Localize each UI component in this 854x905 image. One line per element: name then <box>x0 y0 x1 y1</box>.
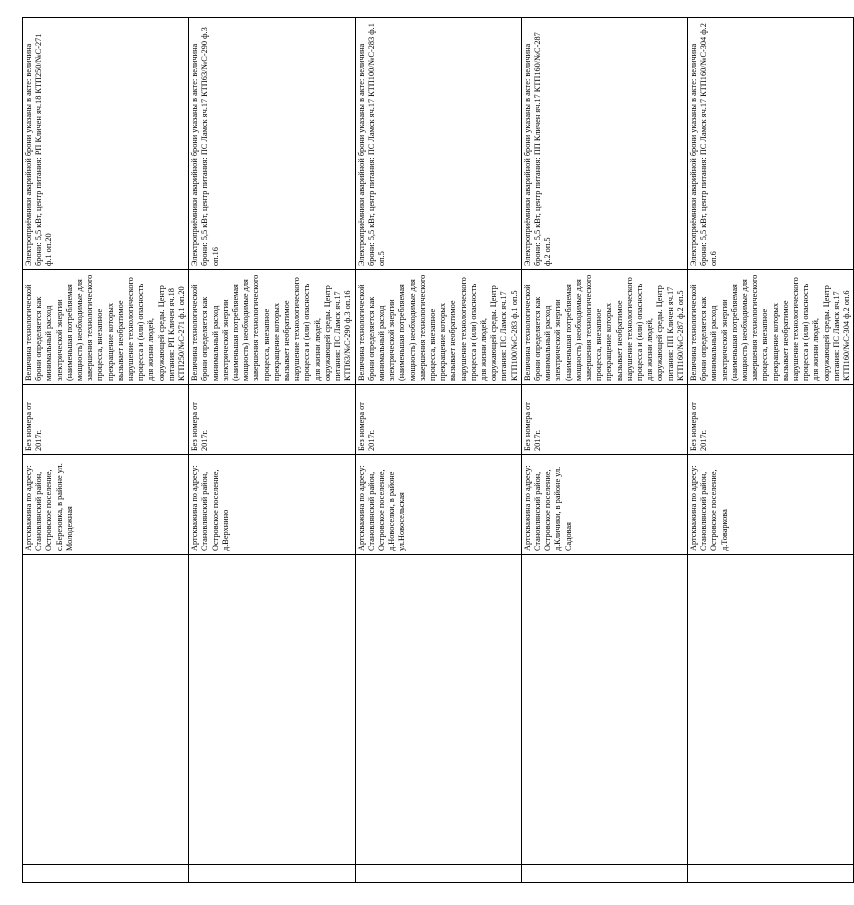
location-cell: Артскважина по адресу: Становлянский район, Островское поселение, д.Товаркова <box>688 455 854 555</box>
table-row <box>355 18 521 883</box>
emergency-reserve-cell: Электроприёмники аварийной брони указаны в акте: величина брони: 5,5 кВт, центр питания: ПС Ламск яч.17 КТП100/№С-283 ф.1 оп.5 <box>355 18 521 270</box>
location-cell: Артскважина по адресу: Становлянский район, Островское поселение, с.Березовка, в районе ул. Молодежная <box>23 455 189 555</box>
number-cell <box>189 865 355 883</box>
blank-cell <box>189 555 355 865</box>
emergency-reserve-cell: Электроприёмники аварийной брони указаны в акте: величина брони: 5,5 кВт, центр питания: ПП Кличен яч.17 КТП160/№С-287 ф.2 оп.5 <box>521 18 687 270</box>
tech-reserve-cell: Величина технологической брони определяется как минимальный расход электрической энергии (наименьшая потребляемая мощность) необходимые для завершения технологического процесса, внезапное прекращение которых вызывает необратимое нарушение технологического процесса и (или) опасность для жизни людей, окружающей среды. Центр питания: ПП Кличен яч.17 КТП160/№С-287 ф.2 оп.5 <box>521 270 687 385</box>
doc-number-cell: Без номера от 2017г. <box>355 385 521 455</box>
location-cell: Артскважина по адресу: Становлянский район, Островское поселение, д.Верхнино <box>189 455 355 555</box>
emergency-reserve-cell: Электроприёмники аварийной брони указаны в акте: величина брони: 5,5 кВт, центр питания: ПС Ламск яч.17 КТП63/№С-290 ф.3 оп.16 <box>189 18 355 270</box>
tech-reserve-cell: Величина технологической брони определяется как минимальный расход электрической энергии (наименьшая потребляемая мощность) необходимые для завершения технологического процесса, внезапное прекращение которых вызывает необратимое нарушение технологического процесса и (или) опасность для жизни людей, окружающей среды. Центр питания: РП Кличен яч.18 КТП250/№С-271 ф.1 оп.20 <box>23 270 189 385</box>
tech-reserve-cell: Величина технологической брони определяется как минимальный расход электрической энергии (наименьшая потребляемая мощность) необходимые для завершения технологического процесса, внезапное прекращение которых вызывает необратимое нарушение технологического процесса и (или) опасность для жизни людей, окружающей среды. Центр питания: ПС Ламск яч.17 КТП160/№С-304 ф.2 оп.6 <box>688 270 854 385</box>
doc-number-cell: Без номера от 2017г. <box>23 385 189 455</box>
table-row <box>189 18 355 883</box>
number-cell <box>521 865 687 883</box>
location-cell: Артскважина по адресу: Становлянский район, Островское поселение, д.Новоселки, в районе ул.Новосельская <box>355 455 521 555</box>
table-row <box>688 18 854 883</box>
table-row <box>521 18 687 883</box>
tech-reserve-cell: Величина технологической брони определяется как минимальный расход электрической энергии (наименьшая потребляемая мощность) необходимые для завершения технологического процесса, внезапное прекращение которых вызывает необратимое нарушение технологического процесса и (или) опасность для жизни людей, окружающей среды. Центр питания: ПС Ламск яч.17 КТП100/№С-283 ф.1 оп.5 <box>355 270 521 385</box>
doc-number-cell: Без номера от 2017г. <box>189 385 355 455</box>
blank-cell <box>355 555 521 865</box>
location-cell: Артскважина по адресу: Становлянский район, Островское поселение, д.Кличики, в районе ул. Садовая <box>521 455 687 555</box>
table-row <box>23 18 189 883</box>
blank-cell <box>23 555 189 865</box>
doc-number-cell: Без номера от 2017г. <box>688 385 854 455</box>
reserve-table <box>22 17 854 883</box>
blank-cell <box>688 555 854 865</box>
number-cell <box>688 865 854 883</box>
blank-cell <box>521 555 687 865</box>
emergency-reserve-cell: Электроприёмники аварийной брони указаны в акте: величина брони: 5,5 кВт, центр питания: ПС Ламск яч.17 КТП160/№С-304 ф.2 оп.6 <box>688 18 854 270</box>
number-cell <box>23 865 189 883</box>
emergency-reserve-cell: Электроприёмники аварийной брони указаны в акте: величина брони: 5,5 кВт, центр питания: РП Кличен яч.18 КТП250/№С-271 ф.1 оп.20 <box>23 18 189 270</box>
tech-reserve-cell: Величина технологической брони определяется как минимальный расход электрической энергии (наименьшая потребляемая мощность) необходимые для завершения технологического процесса, внезапное прекращение которых вызывает необратимое нарушение технологического процесса и (или) опасность для жизни людей, окружающей среды. Центр питания: ПС Ламск яч.17 КТП63/№С-290 ф.3 оп.16 <box>189 270 355 385</box>
number-cell <box>355 865 521 883</box>
rotated-table-container <box>22 18 852 883</box>
doc-number-cell: Без номера от 2017г. <box>521 385 687 455</box>
